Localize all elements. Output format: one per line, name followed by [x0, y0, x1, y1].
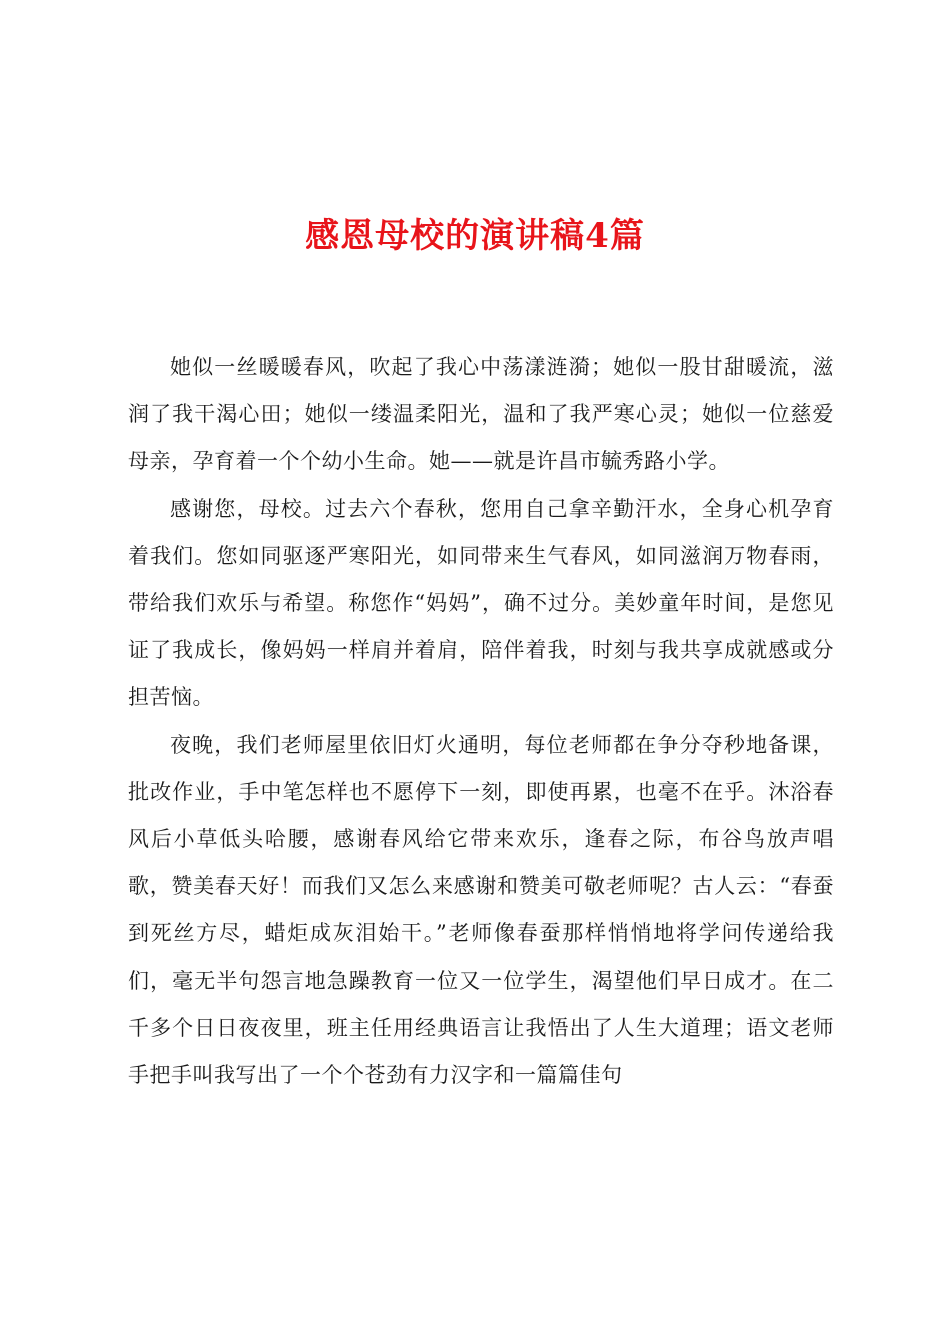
paragraph-3: 夜晚，我们老师屋里依旧灯火通明，每位老师都在争分夺秒地备课，批改作业，手中笔怎样也不愿停下一刻，即使再累，也毫不在乎。沐浴春风后小草低头哈腰，感谢春风给它带来欢乐，逢春之际，布谷鸟放声唱歌，赞美春天好！而我们又怎么来感谢和赞美可敬老师呢？古人云：“春蚕到死丝方尽，蜡炬成灰泪始干。”老师像春蚕那样悄悄地将学问传递给我们，毫无半句怨言地急躁教育一位又一位学生，渴望他们早日成才。在二千多个日日夜夜里，班主任用经典语言让我悟出了人生大道理；语文老师手把手叫我写出了一个个苍劲有力汉字和一篇篇佳句	[128, 732, 834, 1088]
document-body	[128, 344, 834, 1099]
paragraph-1: 她似一丝暖暖春风，吹起了我心中荡漾涟漪；她似一股甘甜暖流，滋润了我干渴心田；她似一缕温柔阳光，温和了我严寒心灵；她似一位慈爱母亲，孕育着一个个幼小生命。她——就是许昌市毓秀路小学。	[128, 355, 834, 474]
document-title: 感恩母校的演讲稿4篇	[305, 216, 645, 256]
paragraph-2: 感谢您，母校。过去六个春秋，您用自己拿辛勤汗水，全身心机孕育着我们。您如同驱逐严寒阳光，如同带来生气春风，如同滋润万物春雨，带给我们欢乐与希望。称您作“妈妈”，确不过分。美妙童年时间，是您见证了我成长，像妈妈一样肩并着肩，陪伴着我，时刻与我共享成就感或分担苦恼。	[128, 496, 834, 710]
